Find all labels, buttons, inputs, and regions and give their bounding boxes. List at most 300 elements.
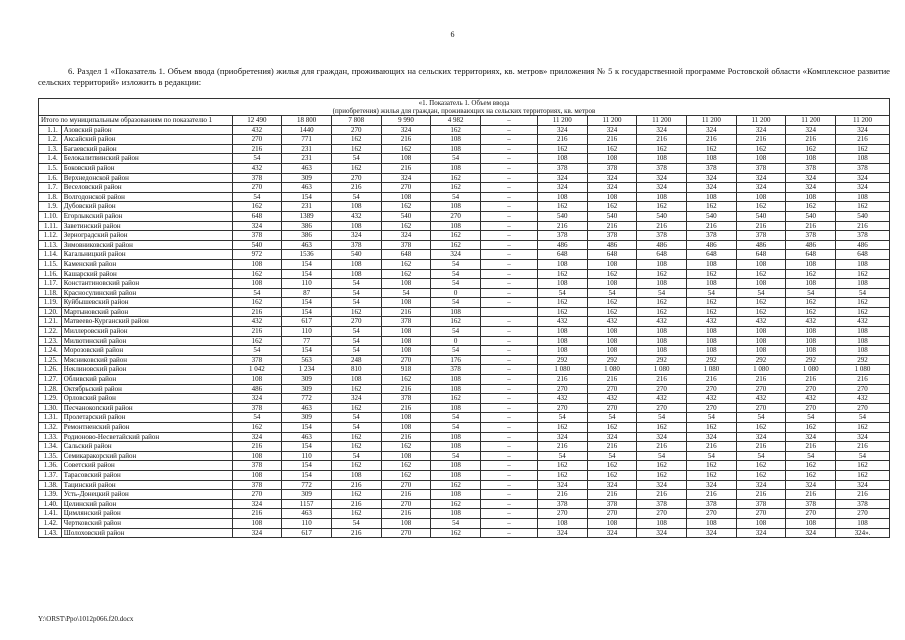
- district-name: Неклиновский район: [61, 365, 232, 375]
- value-cell: 324: [587, 183, 637, 193]
- value-cell: –: [481, 288, 538, 298]
- value-cell: 162: [836, 423, 890, 433]
- value-cell: 54: [431, 269, 481, 279]
- value-cell: 110: [282, 451, 332, 461]
- value-cell: 54: [331, 279, 381, 289]
- value-cell: 154: [282, 307, 332, 317]
- table-row: [39, 154, 890, 164]
- value-cell: 432: [587, 317, 637, 327]
- value-cell: 162: [736, 470, 786, 480]
- footer-path: Y:\ORST\Ppo\1012p066.f20.docx: [38, 615, 134, 623]
- value-cell: 270: [537, 384, 587, 394]
- value-cell: 162: [836, 202, 890, 212]
- value-cell: 108: [587, 336, 637, 346]
- value-cell: 108: [431, 375, 481, 385]
- value-cell: –: [481, 221, 538, 231]
- value-cell: 216: [587, 221, 637, 231]
- value-cell: 432: [232, 317, 282, 327]
- row-number: 1.36.: [39, 461, 62, 471]
- value-cell: 216: [786, 221, 836, 231]
- value-cell: 324: [232, 221, 282, 231]
- value-cell: 162: [331, 403, 381, 413]
- value-cell: 324: [587, 528, 637, 538]
- row-number: 1.20.: [39, 307, 62, 317]
- value-cell: 216: [637, 135, 687, 145]
- value-cell: 432: [637, 394, 687, 404]
- value-cell: 324: [786, 173, 836, 183]
- value-cell: 108: [637, 327, 687, 337]
- value-cell: 162: [786, 423, 836, 433]
- value-cell: 154: [282, 192, 332, 202]
- value-cell: 108: [587, 259, 637, 269]
- value-cell: 216: [381, 509, 431, 519]
- row-number: 1.19.: [39, 298, 62, 308]
- value-cell: 648: [687, 250, 737, 260]
- value-cell: 324: [537, 173, 587, 183]
- value-cell: 54: [331, 423, 381, 433]
- value-cell: 162: [687, 307, 737, 317]
- value-cell: 162: [232, 269, 282, 279]
- value-cell: 216: [331, 183, 381, 193]
- value-cell: 563: [282, 355, 332, 365]
- value-cell: 292: [736, 355, 786, 365]
- value-cell: 162: [637, 461, 687, 471]
- value-cell: 110: [282, 327, 332, 337]
- row-number: 1.27.: [39, 375, 62, 385]
- value-cell: 162: [786, 269, 836, 279]
- value-cell: 270: [381, 528, 431, 538]
- value-cell: 324: [587, 173, 637, 183]
- value-cell: 378: [232, 461, 282, 471]
- value-cell: 378: [587, 163, 637, 173]
- value-cell: 617: [282, 317, 332, 327]
- value-cell: 108: [587, 346, 637, 356]
- value-cell: 108: [736, 346, 786, 356]
- table-row: [39, 355, 890, 365]
- value-cell: 270: [637, 509, 687, 519]
- value-cell: 432: [786, 317, 836, 327]
- value-cell: 540: [331, 250, 381, 260]
- value-cell: 432: [836, 394, 890, 404]
- value-cell: –: [481, 298, 538, 308]
- value-cell: 108: [786, 518, 836, 528]
- value-cell: 162: [331, 442, 381, 452]
- value-cell: 324: [786, 432, 836, 442]
- value-cell: 108: [687, 346, 737, 356]
- value-cell: 216: [232, 442, 282, 452]
- value-cell: 486: [587, 240, 637, 250]
- total-value-cell: 11 200: [637, 116, 687, 126]
- total-value-cell: 11 200: [587, 116, 637, 126]
- intro-paragraph: 6. Раздел 1 «Показатель 1. Объем ввода (приобретения) жилья для граждан, проживающих на сельских территориях, кв. метров» приложения № 5 к государственной программе Ростовской области «Комплексное развитие сельских территорий» изложить в редакции:: [38, 66, 890, 87]
- value-cell: 216: [381, 307, 431, 317]
- table-row: [39, 144, 890, 154]
- value-cell: –: [481, 413, 538, 423]
- value-cell: –: [481, 442, 538, 452]
- value-cell: 162: [637, 269, 687, 279]
- value-cell: –: [481, 461, 538, 471]
- value-cell: 292: [587, 355, 637, 365]
- value-cell: 216: [736, 490, 786, 500]
- value-cell: 324: [587, 125, 637, 135]
- value-cell: 108: [736, 192, 786, 202]
- value-cell: 162: [587, 298, 637, 308]
- value-cell: 231: [282, 144, 332, 154]
- value-cell: 162: [736, 461, 786, 471]
- value-cell: 378: [232, 403, 282, 413]
- value-cell: 378: [637, 231, 687, 241]
- row-number: 1.10.: [39, 211, 62, 221]
- value-cell: 108: [637, 518, 687, 528]
- value-cell: 54: [786, 413, 836, 423]
- value-cell: 162: [232, 336, 282, 346]
- value-cell: 108: [381, 154, 431, 164]
- value-cell: 54: [431, 451, 481, 461]
- row-number: 1.40.: [39, 499, 62, 509]
- value-cell: 54: [736, 288, 786, 298]
- value-cell: 54: [232, 346, 282, 356]
- value-cell: –: [481, 269, 538, 279]
- value-cell: 54: [232, 288, 282, 298]
- value-cell: 54: [431, 154, 481, 164]
- value-cell: 270: [381, 480, 431, 490]
- value-cell: 324: [537, 183, 587, 193]
- table-row: [39, 307, 890, 317]
- value-cell: 162: [786, 461, 836, 471]
- value-cell: 108: [431, 442, 481, 452]
- value-cell: 324: [587, 480, 637, 490]
- value-cell: 378: [537, 163, 587, 173]
- value-cell: 108: [637, 259, 687, 269]
- value-cell: 108: [637, 279, 687, 289]
- value-cell: 270: [537, 403, 587, 413]
- value-cell: 108: [736, 279, 786, 289]
- value-cell: 216: [381, 403, 431, 413]
- district-name: Волгодонской район: [61, 192, 232, 202]
- value-cell: 54: [431, 423, 481, 433]
- value-cell: 324: [836, 480, 890, 490]
- value-cell: 216: [786, 442, 836, 452]
- value-cell: 162: [836, 307, 890, 317]
- value-cell: 162: [736, 202, 786, 212]
- value-cell: 108: [431, 403, 481, 413]
- total-value-cell: 18 800: [282, 116, 332, 126]
- value-cell: 216: [587, 442, 637, 452]
- table-row: [39, 365, 890, 375]
- value-cell: 54: [331, 327, 381, 337]
- district-name: Азовский район: [61, 125, 232, 135]
- district-name: Тарасовский район: [61, 470, 232, 480]
- value-cell: 162: [637, 470, 687, 480]
- value-cell: 378: [587, 231, 637, 241]
- value-cell: 324: [431, 250, 481, 260]
- value-cell: 162: [587, 307, 637, 317]
- district-name: Орловский район: [61, 394, 232, 404]
- value-cell: 154: [282, 269, 332, 279]
- value-cell: 162: [537, 307, 587, 317]
- value-cell: [481, 307, 538, 317]
- table-row: [39, 183, 890, 193]
- value-cell: 309: [282, 490, 332, 500]
- value-cell: 216: [736, 135, 786, 145]
- value-cell: 108: [381, 298, 431, 308]
- value-cell: 108: [331, 202, 381, 212]
- value-cell: 54: [537, 451, 587, 461]
- value-cell: 270: [232, 135, 282, 145]
- table-row: [39, 490, 890, 500]
- value-cell: 324: [331, 231, 381, 241]
- value-cell: 270: [736, 509, 786, 519]
- value-cell: –: [481, 125, 538, 135]
- value-cell: 270: [587, 509, 637, 519]
- value-cell: 248: [331, 355, 381, 365]
- value-cell: 270: [637, 403, 687, 413]
- value-cell: 108: [381, 423, 431, 433]
- total-value-cell: 11 200: [537, 116, 587, 126]
- value-cell: –: [481, 154, 538, 164]
- value-cell: 324: [786, 528, 836, 538]
- value-cell: 378: [836, 163, 890, 173]
- district-name: Песчанокопский район: [61, 403, 232, 413]
- value-cell: 378: [736, 499, 786, 509]
- table-row: [39, 211, 890, 221]
- value-cell: 108: [687, 279, 737, 289]
- value-cell: 54: [537, 288, 587, 298]
- value-cell: –: [481, 518, 538, 528]
- value-cell: 486: [687, 240, 737, 250]
- value-cell: 108: [687, 154, 737, 164]
- value-cell: 108: [331, 375, 381, 385]
- district-name: Багаевский район: [61, 144, 232, 154]
- value-cell: 108: [537, 518, 587, 528]
- value-cell: 216: [786, 375, 836, 385]
- value-cell: 324: [736, 480, 786, 490]
- page-number: 6: [450, 30, 455, 39]
- value-cell: 108: [232, 451, 282, 461]
- value-cell: 216: [331, 480, 381, 490]
- value-cell: 108: [431, 384, 481, 394]
- value-cell: 324: [687, 432, 737, 442]
- value-cell: 162: [331, 307, 381, 317]
- row-number: 1.6.: [39, 173, 62, 183]
- value-cell: 54: [637, 451, 687, 461]
- value-cell: 292: [786, 355, 836, 365]
- value-cell: 540: [687, 211, 737, 221]
- value-cell: 1 080: [637, 365, 687, 375]
- value-cell: 270: [331, 317, 381, 327]
- table-row: [39, 279, 890, 289]
- table-row: [39, 231, 890, 241]
- value-cell: 309: [282, 173, 332, 183]
- value-cell: 324: [232, 499, 282, 509]
- value-cell: 324: [736, 528, 786, 538]
- district-name: Чертковский район: [61, 518, 232, 528]
- district-name: Верхнедонской район: [61, 173, 232, 183]
- value-cell: 270: [381, 183, 431, 193]
- table-row: [39, 451, 890, 461]
- value-cell: 108: [381, 451, 431, 461]
- value-cell: 216: [736, 221, 786, 231]
- value-cell: 324: [232, 432, 282, 442]
- district-name: Боковский район: [61, 163, 232, 173]
- value-cell: 162: [836, 144, 890, 154]
- value-cell: 54: [637, 288, 687, 298]
- value-cell: 162: [537, 144, 587, 154]
- value-cell: 648: [537, 250, 587, 260]
- row-number: 1.8.: [39, 192, 62, 202]
- value-cell: 771: [282, 135, 332, 145]
- value-cell: 54: [331, 288, 381, 298]
- value-cell: 162: [331, 490, 381, 500]
- district-name: Морозовский район: [61, 346, 232, 356]
- value-cell: 108: [836, 327, 890, 337]
- value-cell: 378: [232, 231, 282, 241]
- value-cell: 216: [331, 499, 381, 509]
- value-cell: 162: [587, 461, 637, 471]
- row-number: 1.5.: [39, 163, 62, 173]
- value-cell: 378: [232, 480, 282, 490]
- value-cell: 324: [537, 125, 587, 135]
- value-cell: 324: [687, 528, 737, 538]
- total-value-cell: 11 200: [786, 116, 836, 126]
- table-row: [39, 192, 890, 202]
- value-cell: 108: [836, 192, 890, 202]
- value-cell: 54: [232, 154, 282, 164]
- table-row: [39, 336, 890, 346]
- value-cell: 292: [687, 355, 737, 365]
- value-cell: 324: [381, 231, 431, 241]
- value-cell: 162: [431, 231, 481, 241]
- value-cell: –: [481, 470, 538, 480]
- value-cell: 216: [381, 384, 431, 394]
- value-cell: 486: [736, 240, 786, 250]
- value-cell: 54: [331, 192, 381, 202]
- table-row: [39, 135, 890, 145]
- value-cell: 324: [786, 125, 836, 135]
- value-cell: 324: [232, 394, 282, 404]
- value-cell: 108: [836, 346, 890, 356]
- value-cell: 162: [381, 144, 431, 154]
- district-name: Красносулинский район: [61, 288, 232, 298]
- value-cell: 162: [637, 298, 687, 308]
- value-cell: 108: [431, 470, 481, 480]
- total-row: [39, 116, 890, 126]
- value-cell: 270: [687, 384, 737, 394]
- value-cell: 162: [637, 144, 687, 154]
- value-cell: 162: [381, 375, 431, 385]
- value-cell: 162: [836, 269, 890, 279]
- value-cell: 0: [431, 288, 481, 298]
- table-row: [39, 480, 890, 490]
- table-row: [39, 346, 890, 356]
- value-cell: 162: [836, 298, 890, 308]
- value-cell: 270: [637, 384, 687, 394]
- value-cell: –: [481, 432, 538, 442]
- table-row: [39, 240, 890, 250]
- row-number: 1.23.: [39, 336, 62, 346]
- value-cell: 463: [282, 403, 332, 413]
- district-name: Усть-Донецкий район: [61, 490, 232, 500]
- table-row: [39, 269, 890, 279]
- value-cell: 54: [232, 192, 282, 202]
- value-cell: 324».: [836, 528, 890, 538]
- value-cell: 87: [282, 288, 332, 298]
- row-number: 1.29.: [39, 394, 62, 404]
- value-cell: 324: [836, 173, 890, 183]
- value-cell: 324: [537, 528, 587, 538]
- row-number: 1.41.: [39, 509, 62, 519]
- value-cell: 378: [786, 231, 836, 241]
- value-cell: 162: [687, 470, 737, 480]
- value-cell: 324: [687, 480, 737, 490]
- value-cell: 162: [687, 423, 737, 433]
- value-cell: 108: [637, 346, 687, 356]
- value-cell: 486: [786, 240, 836, 250]
- value-cell: 378: [537, 499, 587, 509]
- value-cell: 108: [687, 259, 737, 269]
- value-cell: 162: [786, 202, 836, 212]
- value-cell: 231: [282, 202, 332, 212]
- value-cell: 108: [537, 346, 587, 356]
- value-cell: 772: [282, 394, 332, 404]
- value-cell: 162: [537, 269, 587, 279]
- value-cell: 54: [431, 298, 481, 308]
- value-cell: 270: [687, 403, 737, 413]
- total-value-cell: 11 200: [687, 116, 737, 126]
- value-cell: 270: [587, 403, 637, 413]
- table-row: [39, 470, 890, 480]
- value-cell: 154: [282, 442, 332, 452]
- value-cell: 108: [232, 279, 282, 289]
- value-cell: 270: [786, 384, 836, 394]
- value-cell: 108: [786, 336, 836, 346]
- district-name: Сальский район: [61, 442, 232, 452]
- value-cell: 231: [282, 154, 332, 164]
- table-row: [39, 173, 890, 183]
- table-row: [39, 327, 890, 337]
- value-cell: 162: [736, 423, 786, 433]
- value-cell: 270: [687, 509, 737, 519]
- value-cell: 648: [381, 250, 431, 260]
- value-cell: 324: [381, 125, 431, 135]
- value-cell: 108: [381, 336, 431, 346]
- value-cell: 1 080: [687, 365, 737, 375]
- value-cell: 432: [836, 317, 890, 327]
- value-cell: 108: [786, 346, 836, 356]
- value-cell: 216: [537, 442, 587, 452]
- value-cell: 154: [282, 298, 332, 308]
- value-cell: 162: [381, 442, 431, 452]
- table-row: [39, 394, 890, 404]
- value-cell: 108: [736, 336, 786, 346]
- value-cell: 108: [687, 192, 737, 202]
- value-cell: –: [481, 202, 538, 212]
- value-cell: 108: [381, 279, 431, 289]
- value-cell: 432: [736, 317, 786, 327]
- value-cell: 1 080: [786, 365, 836, 375]
- value-cell: 270: [786, 509, 836, 519]
- value-cell: 463: [282, 240, 332, 250]
- value-cell: 162: [331, 432, 381, 442]
- value-cell: 54: [331, 413, 381, 423]
- value-cell: 772: [282, 480, 332, 490]
- district-name: Егорлыкский район: [61, 211, 232, 221]
- value-cell: 176: [431, 355, 481, 365]
- value-cell: 270: [232, 183, 282, 193]
- value-cell: 463: [282, 183, 332, 193]
- row-number: 1.25.: [39, 355, 62, 365]
- value-cell: 110: [282, 518, 332, 528]
